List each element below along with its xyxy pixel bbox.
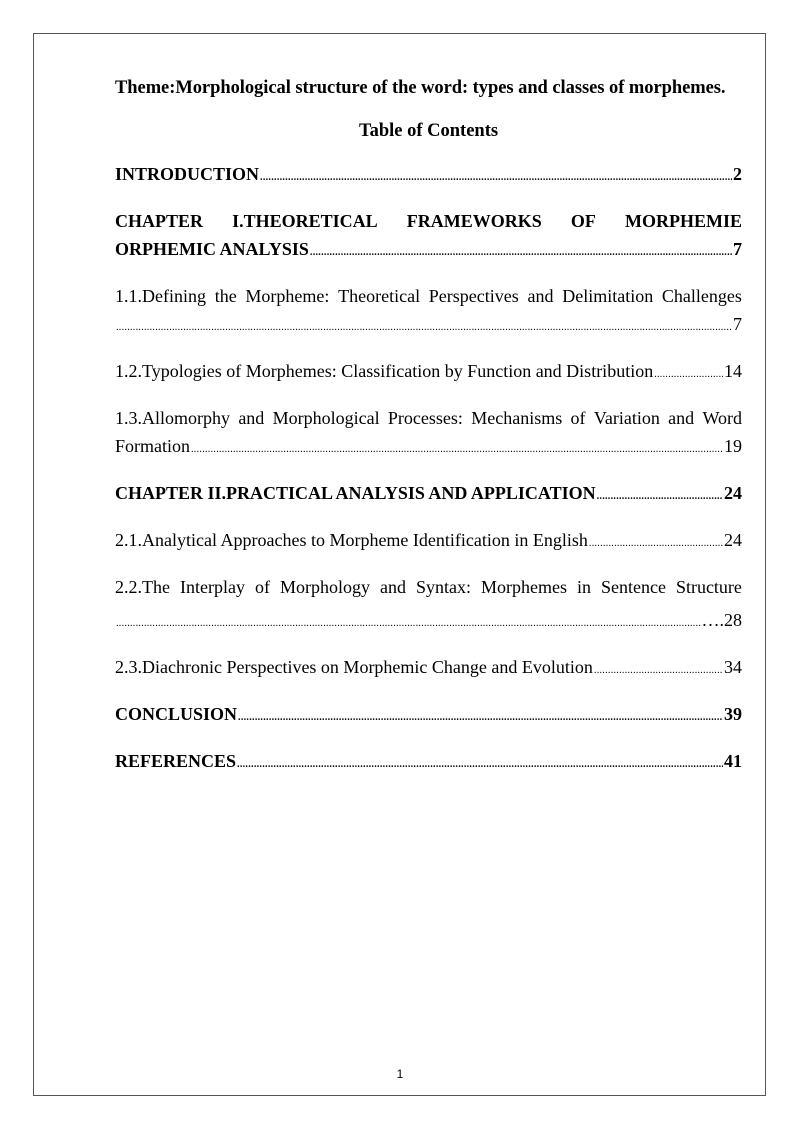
toc-entry-line1	[115, 573, 742, 601]
toc-entry-label: ORPHEMIC ANALYSIS	[115, 239, 309, 259]
toc-entry-row	[115, 432, 742, 464]
toc-entry-row	[115, 606, 742, 638]
toc-entry-word: Variation	[593, 408, 660, 428]
toc-entry-label: 2.3.Diachronic Perspectives on Morphemic Change and Evolution	[115, 657, 593, 677]
toc-entry-page: 19	[724, 436, 742, 456]
toc-entry-label: CONCLUSION	[115, 704, 238, 724]
toc-entry-page: 39	[724, 704, 742, 724]
toc-entry-word: OF	[570, 211, 596, 231]
toc-entry-word: and	[379, 577, 406, 597]
toc-entry-label: INTRODUCTION	[115, 164, 260, 184]
dot-leader	[238, 704, 723, 732]
toc-entry-word: Sentence	[600, 577, 666, 597]
toc-entry	[115, 526, 742, 558]
toc-entry-word: and	[527, 286, 554, 306]
toc-entry-row	[115, 479, 742, 511]
toc-entry-word: Word	[702, 408, 742, 428]
page-number: 1	[396, 1067, 404, 1081]
toc-entry-label: 1.2.Typologies of Morphemes: Classification by Function and Distribution	[115, 361, 654, 381]
document-theme: Theme:Morphological structure of the word: types and classes of morphemes.	[115, 78, 726, 98]
toc-entry-word: Delimitation	[562, 286, 654, 306]
toc-entry-word: and	[238, 408, 265, 428]
toc-entry-word: Morphological	[272, 408, 380, 428]
toc-entry	[115, 653, 742, 685]
toc-entry-word: FRAMEWORKS	[406, 211, 542, 231]
toc-entry-word: Morphemes	[480, 577, 567, 597]
toc-entry-page: 41	[724, 751, 742, 771]
toc-entry	[115, 404, 742, 464]
toc-entry-row	[115, 235, 742, 267]
toc-entry-word: I.THEORETICAL	[232, 211, 378, 231]
toc-entry-page: 7	[733, 314, 742, 334]
dot-leader	[237, 751, 723, 779]
toc-entry-word: Morpheme:	[245, 286, 330, 306]
toc-entry-row	[115, 526, 742, 558]
toc-title: Table of Contents	[358, 121, 499, 141]
toc-entry-page: ….28	[701, 610, 742, 630]
dot-leader	[589, 530, 723, 558]
toc-entry	[115, 700, 742, 732]
toc-entry-page: 24	[724, 483, 742, 503]
toc-entry	[115, 573, 742, 638]
toc-entry-row	[115, 700, 742, 732]
toc-entry	[115, 160, 742, 192]
toc-entry-word: MORPHEMIE	[625, 211, 742, 231]
toc-entry-row	[115, 310, 742, 342]
dot-leader	[597, 483, 723, 511]
toc-entry-word: Morphology	[279, 577, 370, 597]
toc-entry-word: Syntax:	[415, 577, 471, 597]
toc-entry-label: REFERENCES	[115, 751, 237, 771]
toc-entry-word: of	[254, 577, 270, 597]
toc-entry-row	[115, 653, 742, 685]
toc-entry-word: of	[570, 408, 586, 428]
toc-entry	[115, 357, 742, 389]
toc-entry-word: 1.3.Allomorphy	[115, 408, 230, 428]
dot-leader	[116, 314, 732, 342]
toc-entry-page: 2	[733, 164, 742, 184]
dot-leader	[191, 436, 723, 464]
toc-entry-row	[115, 160, 742, 192]
dot-leader	[116, 610, 701, 638]
toc-entry-label: 2.1.Analytical Approaches to Morpheme Identification in English	[115, 530, 588, 550]
table-of-contents	[115, 160, 742, 779]
toc-entry-word: Interplay	[179, 577, 245, 597]
toc-entry-page: 24	[724, 530, 742, 550]
toc-entry-row	[115, 747, 742, 779]
dot-leader	[594, 657, 723, 685]
toc-entry-word: Perspectives	[428, 286, 519, 306]
toc-entry-word: and	[668, 408, 695, 428]
toc-entry-word: Processes:	[387, 408, 463, 428]
toc-entry-word: 1.1.Defining	[115, 286, 206, 306]
toc-entry	[115, 747, 742, 779]
document-body	[115, 74, 742, 779]
toc-entry-line1	[115, 404, 742, 432]
toc-entry	[115, 282, 742, 342]
dot-leader	[310, 239, 732, 267]
toc-entry-word: Mechanisms	[471, 408, 563, 428]
toc-entry-line1	[115, 282, 742, 310]
toc-entry-word: Challenges	[661, 286, 742, 306]
toc-entry	[115, 207, 742, 267]
toc-entry-row	[115, 357, 742, 389]
toc-entry-page: 14	[724, 361, 742, 381]
toc-entry-page: 34	[724, 657, 742, 677]
toc-entry-word: 2.2.The	[115, 577, 170, 597]
toc-entry-word: the	[214, 286, 237, 306]
dot-leader	[654, 361, 723, 389]
toc-entry-word: Theoretical	[338, 286, 421, 306]
toc-entry-word: in	[576, 577, 591, 597]
toc-entry-line1	[115, 207, 742, 235]
toc-entry-page: 7	[733, 239, 742, 259]
toc-entry-label: Formation	[115, 436, 190, 456]
toc-entry	[115, 479, 742, 511]
toc-entry-label: CHAPTER II.PRACTICAL ANALYSIS AND APPLICATION	[115, 483, 596, 503]
dot-leader	[260, 164, 732, 192]
toc-entry-word: CHAPTER	[115, 211, 204, 231]
toc-entry-word: Structure	[675, 577, 742, 597]
